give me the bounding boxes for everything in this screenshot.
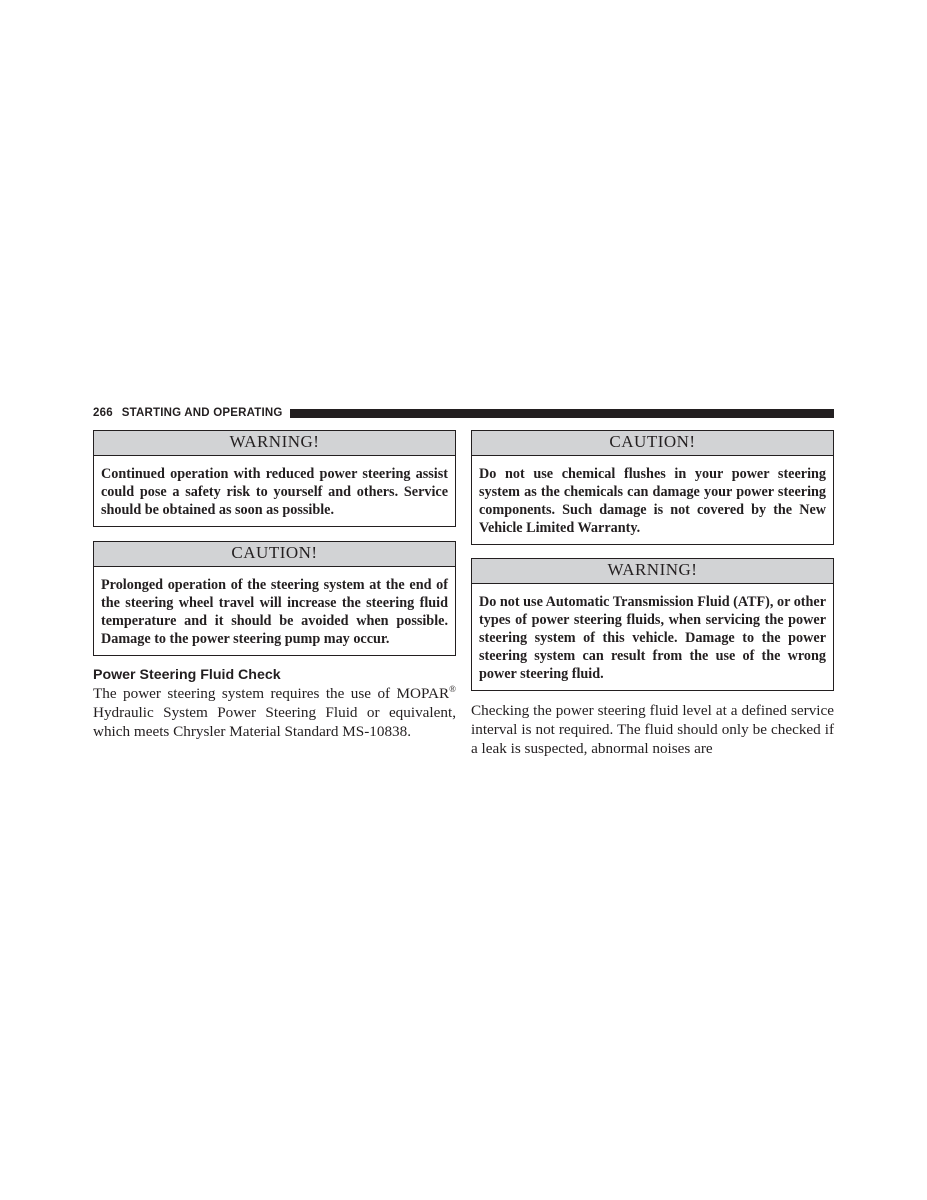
caution-box-steering-travel bbox=[93, 541, 456, 656]
page-header bbox=[93, 405, 834, 421]
warning-box-text: Continued operation with reduced power steering assist could pose a safety risk to yourself and others. Service should be obtained as soon as possible. bbox=[101, 466, 448, 518]
page-number: 266 bbox=[93, 407, 113, 419]
warning-box-reduced-assist bbox=[93, 430, 456, 527]
registered-mark: ® bbox=[449, 683, 456, 694]
warning-box-wrong-fluid bbox=[471, 558, 834, 691]
warning-box-title: WARNING! bbox=[472, 559, 833, 584]
warning-box-title: WARNING! bbox=[94, 431, 455, 456]
caution-box-chemical-flushes bbox=[471, 430, 834, 545]
paragraph-text-part2: Hydraulic System Power Steering Fluid or equivalent, which meets Chrysler Material Standard MS-10838. bbox=[93, 704, 456, 740]
header-rule bbox=[290, 409, 834, 418]
body-paragraph-fluid-requirement bbox=[93, 684, 456, 741]
body-paragraph-check-interval: Checking the power steering fluid level at a defined service interval is not required. The fluid should only be checked if a leak is suspected, abnormal noises are bbox=[471, 702, 834, 757]
right-column bbox=[471, 430, 834, 758]
caution-box-text: Prolonged operation of the steering system at the end of the steering wheel travel will increase the steering fluid temperature and it should be avoided when possible. Damage to the power steering pump may occur. bbox=[101, 577, 448, 647]
caution-box-text: Do not use chemical flushes in your power steering system as the chemicals can damage your power steering components. Such damage is not covered by the New Vehicle Limited Warranty. bbox=[479, 466, 826, 536]
section-title: STARTING AND OPERATING bbox=[121, 407, 283, 419]
paragraph-text-part1: The power steering system requires the use of MOPAR bbox=[93, 685, 450, 702]
warning-box-text: Do not use Automatic Transmission Fluid (ATF), or other types of power steering fluids, when servicing the power steering system of this vehicle. Damage to the power steering system can result from the use of the wrong power steering fluid. bbox=[479, 594, 826, 682]
caution-box-title: CAUTION! bbox=[472, 431, 833, 456]
left-column bbox=[93, 430, 456, 741]
section-heading: Power Steering Fluid Check bbox=[93, 667, 281, 683]
caution-box-title: CAUTION! bbox=[94, 542, 455, 567]
